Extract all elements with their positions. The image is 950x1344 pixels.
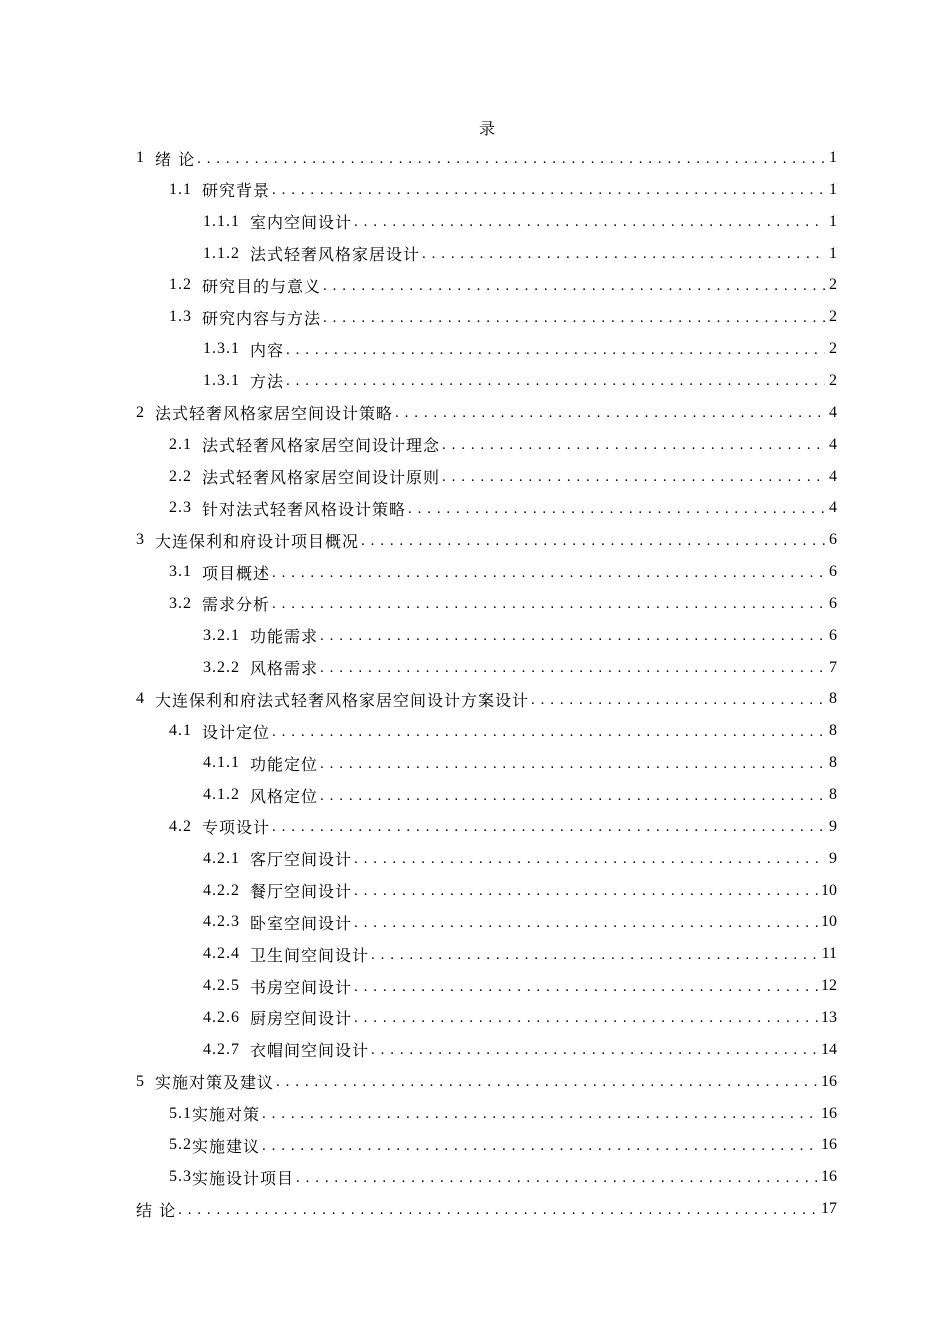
toc-entry-number: 4.1.1: [203, 754, 240, 772]
toc-entry-page-number: 10: [821, 913, 837, 931]
toc-entry-page-number: 8: [829, 754, 837, 772]
toc-entry-number: 1.2: [169, 276, 192, 294]
toc-entry-page-number: 10: [821, 881, 837, 899]
toc-entry-label: 书房空间设计: [250, 977, 353, 997]
toc-entry-label: 需求分析: [202, 595, 271, 615]
toc-entry-page-number: 7: [829, 658, 837, 676]
toc-entry-number: 3.2.2: [203, 658, 240, 676]
toc-entry[interactable]: [169, 461, 837, 493]
toc-entry-number: 4.2.3: [203, 913, 240, 931]
toc-entry-page-number: 16: [821, 1168, 837, 1186]
toc-dot-leader: [354, 979, 818, 996]
toc-entry-number: 4.1.2: [203, 786, 240, 803]
toc-entry-page-number: 6: [829, 594, 837, 612]
toc-entry[interactable]: [169, 1161, 837, 1193]
toc-entry-label: 实施对策及建议: [155, 1073, 275, 1093]
toc-dot-leader: [323, 310, 825, 327]
toc-entry[interactable]: [169, 811, 837, 843]
toc-entry-label: 功能需求: [250, 627, 319, 647]
toc-entry-page-number: 9: [829, 849, 837, 867]
toc-entry-number: 2.1: [169, 435, 192, 453]
toc-dot-leader: [286, 373, 825, 390]
toc-dot-leader: [371, 947, 819, 964]
toc-entry[interactable]: [203, 970, 837, 1002]
toc-entry-label: 卫生间空间设计: [250, 945, 370, 965]
toc-dot-leader: [354, 915, 818, 932]
toc-entry[interactable]: [203, 1002, 837, 1034]
toc-dot-leader: [354, 1010, 818, 1027]
toc-entry-page-number: 16: [821, 1136, 837, 1154]
toc-entry-number: 1.3: [169, 308, 192, 326]
toc-dot-leader: [320, 628, 825, 645]
toc-entry-label: 法式轻奢风格家居空间设计原则: [202, 468, 441, 487]
toc-entry-label: 餐厅空间设计: [250, 882, 353, 902]
toc-dot-leader: [395, 405, 825, 422]
toc-entry-page-number: 2: [829, 308, 837, 326]
toc-entry-page-number: 2: [829, 371, 837, 389]
toc-entry-page-number: 1: [829, 212, 837, 230]
toc-entry-label: 方法: [250, 372, 285, 392]
toc-entry-number: 1.1: [169, 180, 192, 198]
toc-entry-label: 卧室空间设计: [250, 913, 353, 933]
toc-entry-number: 3.2: [169, 594, 192, 612]
toc-entry[interactable]: [169, 715, 837, 747]
toc-entry[interactable]: [169, 492, 837, 524]
toc-entry[interactable]: [203, 1034, 837, 1066]
toc-entry[interactable]: [203, 906, 837, 938]
toc-dot-leader: [286, 342, 825, 359]
toc-entry-page-number: 4: [829, 467, 837, 485]
toc-entry-label: 绪 论: [155, 149, 196, 169]
toc-entry[interactable]: [136, 1066, 837, 1098]
toc-entry-number: 4.1: [169, 722, 192, 740]
toc-entry[interactable]: [203, 875, 837, 907]
toc-entry-page-number: 8: [829, 722, 837, 740]
toc-dot-leader: [354, 851, 825, 868]
toc-entry-number: 3.1: [169, 563, 192, 581]
toc-entry-label: 研究内容与方法: [202, 308, 322, 328]
toc-entry-label: 实施建议: [192, 1136, 261, 1156]
toc-entry-page-number: 6: [829, 531, 837, 549]
toc-title: 录: [478, 119, 495, 138]
toc-dot-leader: [531, 692, 825, 709]
toc-entry-number: 4.2.5: [203, 977, 240, 995]
toc-entry-label: 法式轻奢风格家居空间设计理念: [202, 436, 441, 456]
toc-entry-label: 大连保利和府法式轻奢风格家居空间设计方案设计: [155, 690, 530, 710]
toc-entry-number: 4.2.4: [203, 945, 240, 963]
toc-entry-page-number: 8: [829, 690, 837, 708]
toc-entry-label: 法式轻奢风格家居空间设计策略: [155, 404, 394, 424]
toc-entry[interactable]: [169, 174, 837, 206]
toc-entry-page-number: 4: [829, 403, 837, 421]
toc-entry[interactable]: [169, 1129, 837, 1161]
toc-entry-label: 内容: [250, 340, 285, 360]
toc-entry-number: 2: [136, 403, 145, 421]
toc-entry[interactable]: [203, 938, 837, 970]
toc-entry[interactable]: [169, 429, 837, 461]
toc-dot-leader: [178, 1202, 818, 1219]
toc-entry[interactable]: [203, 652, 837, 684]
toc-entry-number: 1.1.1: [203, 212, 240, 230]
toc-dot-leader: [442, 437, 825, 454]
toc-entry-page-number: 1: [829, 244, 837, 262]
toc-entry-label: 大连保利和府设计项目概况: [155, 531, 360, 551]
toc-entry-label: 风格定位: [250, 786, 319, 806]
toc-entry-page-number: 17: [821, 1200, 837, 1218]
toc-entry[interactable]: [203, 779, 837, 811]
toc-dot-leader: [442, 469, 825, 486]
toc-entry-label: 衣帽间空间设计: [250, 1041, 370, 1061]
toc-dot-leader: [272, 596, 825, 613]
toc-entry-number: 3: [136, 531, 145, 549]
toc-dot-leader: [422, 246, 825, 263]
toc-entry-number: 1.3.1: [203, 371, 240, 389]
toc-entry-label: 研究背景: [202, 181, 271, 201]
toc-entry[interactable]: [203, 620, 837, 652]
toc-dot-leader: [296, 1170, 818, 1187]
toc-dot-leader: [320, 788, 825, 805]
toc-entry-page-number: 8: [829, 786, 837, 803]
toc-dot-leader: [354, 214, 825, 231]
toc-entry-page-number: 12: [821, 977, 837, 995]
toc-entry-label: 结 论: [136, 1200, 177, 1220]
toc-entry-number: 3.2.1: [203, 626, 240, 644]
toc-entry-label: 项目概述: [202, 563, 271, 583]
toc-entry-page-number: 2: [829, 276, 837, 294]
toc-dot-leader: [272, 565, 825, 582]
toc-dot-leader: [354, 883, 818, 900]
toc-entry-label: 法式轻奢风格家居设计: [250, 245, 421, 265]
toc-entry-page-number: 6: [829, 563, 837, 581]
toc-entry-label: 厨房空间设计: [250, 1009, 353, 1029]
toc-entry-page-number: 1: [829, 180, 837, 198]
toc-entry[interactable]: [136, 683, 837, 715]
toc-entry-label: 客厅空间设计: [250, 850, 353, 870]
toc-dot-leader: [272, 182, 825, 199]
toc-entry-number: 5.1: [169, 1104, 192, 1122]
toc-entry-number: 5.3: [169, 1168, 192, 1186]
toc-dot-leader: [361, 533, 825, 550]
toc-entry[interactable]: [169, 301, 837, 333]
toc-entry[interactable]: [203, 238, 837, 270]
toc-entry-label: 功能定位: [250, 754, 319, 774]
toc-entry-number: 2.3: [169, 499, 192, 517]
toc-entry[interactable]: [169, 269, 837, 301]
toc-entry-number: 4.2.1: [203, 849, 240, 867]
toc-entry-label: 针对法式轻奢风格设计策略: [202, 499, 407, 519]
toc-dot-leader: [276, 1074, 818, 1091]
toc-entry-number: 5: [136, 1072, 145, 1090]
toc-entry-page-number: 6: [829, 626, 837, 644]
toc-entry-number: 1: [136, 149, 145, 166]
toc-entry-number: 1.1.2: [203, 244, 240, 262]
toc-entry[interactable]: [203, 843, 837, 875]
toc-entry-label: 室内空间设计: [250, 213, 353, 233]
toc-entry-page-number: 16: [821, 1072, 837, 1090]
toc-dot-leader: [262, 1138, 818, 1155]
toc-dot-leader: [262, 1106, 818, 1123]
toc-dot-leader: [323, 278, 825, 295]
toc-entry-label: 实施对策: [192, 1105, 261, 1124]
toc-entry[interactable]: [169, 556, 837, 588]
toc-entry[interactable]: [203, 333, 837, 365]
toc-entry-number: 1.3.1: [203, 340, 240, 358]
toc-entry-label: 设计定位: [202, 722, 271, 742]
toc-entry-number: 4.2.6: [203, 1008, 240, 1026]
toc-entry[interactable]: [169, 588, 837, 620]
toc-dot-leader: [320, 756, 825, 773]
toc-entry[interactable]: [203, 206, 837, 238]
toc-entry-number: 4.2.7: [203, 1040, 240, 1058]
toc-entry-page-number: 9: [829, 817, 837, 835]
toc-entry-number: 2.2: [169, 467, 192, 485]
toc-entry[interactable]: [203, 747, 837, 779]
toc-entry[interactable]: [203, 365, 837, 397]
toc-dot-leader: [272, 819, 825, 836]
toc-dot-leader: [371, 1042, 818, 1059]
toc-entry-page-number: 11: [821, 945, 837, 963]
toc-entry-page-number: 4: [829, 435, 837, 453]
toc-entry-number: 4.2.2: [203, 881, 240, 899]
toc-entry[interactable]: [169, 1098, 837, 1130]
toc-entry-page-number: 14: [821, 1040, 837, 1058]
toc-entry-number: 5.2: [169, 1136, 192, 1154]
toc-dot-leader: [320, 660, 825, 677]
toc-entry[interactable]: [136, 1193, 837, 1225]
toc-entry-label: 实施设计项目: [192, 1168, 295, 1188]
toc-entry-page-number: 13: [821, 1008, 837, 1026]
toc-entry-label: 专项设计: [202, 818, 271, 838]
toc-dot-leader: [197, 151, 825, 168]
toc-entry-number: 4.2: [169, 817, 192, 835]
toc-entry-label: 风格需求: [250, 659, 319, 679]
toc-entry-page-number: 16: [821, 1104, 837, 1122]
toc-dot-leader: [272, 724, 825, 741]
toc-entry-page-number: 1: [829, 149, 837, 166]
toc-entry-page-number: 4: [829, 499, 837, 517]
toc-entry[interactable]: [136, 397, 837, 429]
toc-entry[interactable]: [136, 524, 837, 556]
toc-entry-label: 研究目的与意义: [202, 276, 322, 296]
toc-entry-page-number: 2: [829, 340, 837, 358]
toc-entry[interactable]: [136, 142, 837, 174]
toc-entry-number: 4: [136, 690, 145, 708]
toc-dot-leader: [408, 501, 825, 518]
